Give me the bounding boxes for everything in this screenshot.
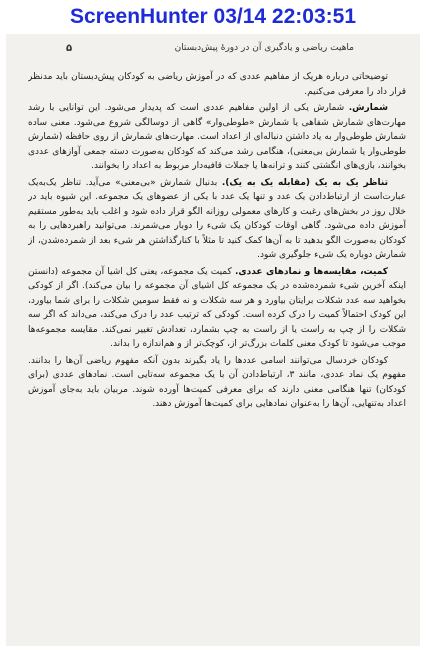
heading-one-to-one: تناظر یک به یک (مقابله یک به یک).: [221, 177, 388, 188]
paragraph-intro-text: توضیحاتی درباره هریک از مفاهیم عددی که در آموزش ریاضی به کودکان پیش‌دبستان باید مدنظر قرار داد را معرفی می‌کنیم.: [28, 72, 406, 97]
heading-counting: شمارش.: [348, 103, 388, 113]
heading-quantity: کمیت، مقایسه‌ها و نمادهای عددی.: [234, 266, 388, 277]
paragraph-one-to-one-text: بدنبال شمارش «بی‌معنی» می‌آید. تناظر یک‌به‌یک عبارت‌است از ارتباط‌دادن یک عدد و تنها یک عدد با یکی از عضوهای یک مجموعه. این شیوه باید در خلال روز در بخش‌های رغبت و کارهای معمولی روزانه الگو قرار داده شود و اغلب باید به‌طور مستقیم آموزش داده می‌شود. گاهی اوقات کودکان یک شیء را دوبار می‌شمرند. می‌توانید راهبردهایی را به کودکان به‌صورت الگو بدهید تا به آن‌ها کمک کنید تا مثلاً با کنارگذاشتن هر شیء بعد از شمرده‌شدن، از شمارش دوباره یک شیء جلوگیری شود.: [28, 177, 406, 260]
paragraph-number-symbols-text: کودکان خردسال می‌توانند اسامی عددها را یاد بگیرند بدون آنکه مفهوم ریاضی آن‌ها را بدانند. مفهوم یک نماد عددی، مانند ۳، ارتباط‌دادن آن با یک مجموعه سه‌تایی است. نمادهای عددی (برای کودکان) تنها هنگامی معنی دارند که برای معرفی کمیت‌ها آورده شوند. مربیان باید به‌جای آموزش اعداد به‌تنهایی، آن‌ها را به‌عنوان نمادهایی برای کمیت‌ها آموزش دهند.: [28, 355, 406, 409]
scanned-page: [6, 34, 420, 646]
page-body: [28, 70, 406, 638]
paragraph-quantity: [28, 265, 406, 352]
paragraph-one-to-one: [28, 176, 406, 263]
running-head: [6, 40, 420, 56]
running-head-title: ماهیت ریاضی و یادگیری آن در دورهٔ پیش‌دبستان: [174, 43, 354, 53]
paragraph-number-symbols: [28, 354, 406, 412]
paragraph-intro: [28, 70, 406, 99]
paragraph-counting: [28, 101, 406, 174]
page-number: ۵: [66, 42, 73, 54]
paragraph-quantity-text: کمیت یک مجموعه، یعنی کل اشیا آن مجموعه (دانستن اینکه آخرین شیء شمرده‌شده در یک مجموعه کل اشیای آن مجموعه را بیان می‌کند). اگر از کودکی بخواهید سه عدد شکلات برایتان بیاورد و هر سه شکلات و نه فقط سومین شکلات را برای شما بیاورد، این کودک احتمالاً کمیت را درک کرده است. کودکی که ترتیب عدد را درک می‌کند، می‌داند که اگر سه شکلات را از چپ به راست یا از راست به چپ بشمارد، تعدادش تغییر نمی‌کند. مقایسه مجموعه‌ها موجب می‌شود تا کودک معنی کلمات بزرگ‌تر از، کوچک‌تر از و هم‌اندازه را بداند.: [28, 266, 406, 349]
screenhunter-timestamp: ScreenHunter 03/14 22:03:51: [70, 5, 356, 28]
paragraph-counting-text: شمارش یکی از اولین مفاهیم عددی است که پدیدار می‌شود. این توانایی با رشد مهارت‌های شمارش شفاهی یا شمارش «طوطی‌وار» گاهی از دوسالگی شروع می‌شود. معنی ساده شمارش طوطی‌وار به یاد داشتن دنباله‌ای از اعداد است. مهارت‌های شمارش از روی حافظه (شمارش طوطی‌وار یا شمارش بی‌معنی)، هنگامی رشد می‌کند که کودکان به‌صورت دسته جمعی آوازهای عددی بخوانند، بازی‌های انگشتی کنند و ترانه‌ها یا جملات قافیه‌دار مربوط به اعداد را بخوانند.: [28, 103, 406, 171]
